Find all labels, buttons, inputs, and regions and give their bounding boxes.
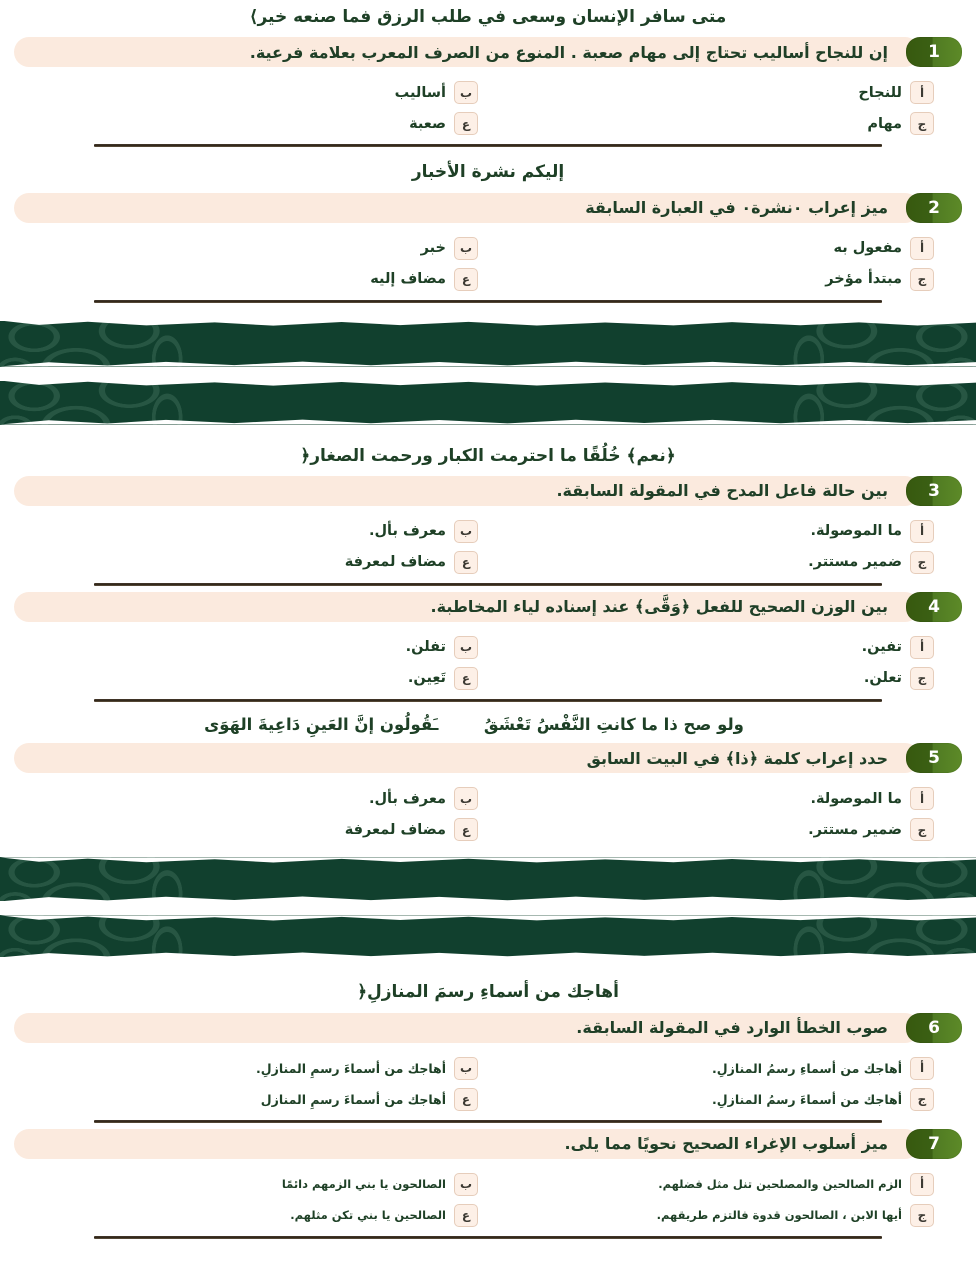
band-edge-top xyxy=(0,857,976,864)
band-gap-2 xyxy=(0,901,976,915)
option-key-d: ع xyxy=(454,1204,478,1227)
option-label-b: معرف بأل. xyxy=(368,523,446,540)
option-key-a: أ xyxy=(910,636,934,659)
option-6-b[interactable] xyxy=(22,1053,488,1084)
option-label-b: معرف بأل. xyxy=(368,790,446,807)
option-4-c[interactable] xyxy=(488,663,954,694)
option-3-c[interactable] xyxy=(488,547,954,578)
option-2-a[interactable] xyxy=(488,233,954,264)
option-key-c: ج xyxy=(910,551,934,574)
option-label-a: للنجاح xyxy=(858,84,902,101)
question-3-number: 3 xyxy=(906,476,962,506)
question-1-pill xyxy=(14,37,920,67)
question-4-options xyxy=(14,626,962,696)
option-label-a: ما الموصولة. xyxy=(810,523,902,540)
question-7-pill xyxy=(14,1129,920,1159)
question-1-text: إن للنجاح أساليب تحتاج إلى مهام صعبة . المنوع من الصرف المعرب بعلامة فرعية. xyxy=(249,42,888,62)
question-1-number: 1 xyxy=(906,37,962,67)
option-4-a[interactable] xyxy=(488,632,954,663)
question-2-text: ميز إعراب ٠نشرة٠ في العبارة السابقة xyxy=(585,198,888,217)
band-edge-top xyxy=(0,321,976,328)
question-7-divider xyxy=(94,1236,882,1239)
question-2-options xyxy=(14,227,962,297)
band-green-3 xyxy=(0,857,976,901)
decorative-band-2 xyxy=(0,857,976,957)
question-6-bar xyxy=(14,1013,962,1043)
option-5-a[interactable] xyxy=(488,783,954,814)
section-5-heading: أهاجك من أسماءِ رسمَ المنازلِ﴿ xyxy=(357,982,619,1003)
option-key-c: ج xyxy=(910,1204,934,1227)
question-6-pill xyxy=(14,1013,920,1043)
band-edge-top xyxy=(0,915,976,922)
option-label-d: تَعِين. xyxy=(407,670,446,687)
option-7-b[interactable] xyxy=(22,1169,488,1200)
option-label-a: أهاجك من أسماءِ رسمُ المنازلِ. xyxy=(712,1060,902,1076)
option-key-b: ب xyxy=(454,1173,478,1196)
band-edge-bottom xyxy=(0,950,976,957)
option-3-d[interactable] xyxy=(22,547,488,578)
question-2-pill xyxy=(14,193,920,223)
option-label-d: مضاف لمعرفة xyxy=(344,821,446,838)
option-label-d: مضاف لمعرفة xyxy=(344,554,446,571)
option-key-a: أ xyxy=(910,520,934,543)
option-label-c: أيها الابن ، الصالحون قدوة فالتزم طريقهم. xyxy=(656,1208,902,1223)
poem-hemistich-left: ولو صح ذا ما كانتِ النَّفْسُ تَعْشَقُ xyxy=(483,714,744,734)
option-5-d[interactable] xyxy=(22,814,488,845)
option-label-d: الصالحين يا بني تكن مثلهم. xyxy=(290,1208,446,1223)
question-4-text: بين الوزن الصحيح للفعل ﴿وَقَّى﴾ عند إسناده لياء المخاطبة. xyxy=(430,597,888,617)
option-1-d[interactable] xyxy=(22,108,488,139)
decorative-band-1 xyxy=(0,321,976,425)
question-2-bar xyxy=(14,193,962,223)
question-3 xyxy=(0,476,976,586)
option-6-d[interactable] xyxy=(22,1084,488,1115)
option-3-b[interactable] xyxy=(22,516,488,547)
question-1 xyxy=(0,37,976,147)
band-green-2 xyxy=(0,381,976,425)
option-label-c: ضمير مستتر. xyxy=(808,821,902,838)
option-label-b: أهاجك من أسماءَ رسمِ المنازلِ. xyxy=(256,1060,446,1076)
option-key-c: ج xyxy=(910,667,934,690)
option-label-b: تفلن. xyxy=(405,639,446,656)
option-2-c[interactable] xyxy=(488,264,954,295)
question-6 xyxy=(0,1013,976,1123)
question-4-pill xyxy=(14,592,920,622)
option-4-b[interactable] xyxy=(22,632,488,663)
option-1-b[interactable] xyxy=(22,77,488,108)
option-7-d[interactable] xyxy=(22,1200,488,1231)
band-green-1 xyxy=(0,321,976,367)
band-edge-bottom xyxy=(0,418,976,425)
option-key-a: أ xyxy=(910,1173,934,1196)
question-5-pill xyxy=(14,743,920,773)
question-7-number: 7 xyxy=(906,1129,962,1159)
section-4-heading-poem xyxy=(0,706,976,744)
question-4-number: 4 xyxy=(906,592,962,622)
option-2-b[interactable] xyxy=(22,233,488,264)
section-1-heading: متى سافر الإنسان وسعى في طلب الرزق فما صنعه خير⟩ xyxy=(249,7,727,27)
band-green-4 xyxy=(0,915,976,957)
option-7-c[interactable] xyxy=(488,1200,954,1231)
option-6-c[interactable] xyxy=(488,1084,954,1115)
question-7-text: ميز أسلوب الإغراء الصحيح نحويًا مما يلى. xyxy=(564,1134,888,1154)
option-label-d: أهاجك من أسماءَ رسمِ المنازل xyxy=(260,1091,446,1107)
question-7 xyxy=(0,1129,976,1239)
question-3-bar xyxy=(14,476,962,506)
option-3-a[interactable] xyxy=(488,516,954,547)
option-key-a: أ xyxy=(910,787,934,810)
option-4-d[interactable] xyxy=(22,663,488,694)
question-5 xyxy=(0,743,976,847)
option-key-a: أ xyxy=(910,81,934,104)
question-3-pill xyxy=(14,476,920,506)
option-key-c: ج xyxy=(910,268,934,291)
option-key-c: ج xyxy=(910,112,934,135)
question-3-text: بين حالة فاعل المدح في المقولة السابقة. xyxy=(556,481,888,501)
option-label-b: أساليب xyxy=(394,84,446,101)
option-key-b: ب xyxy=(454,636,478,659)
option-key-a: أ xyxy=(910,237,934,260)
band-edge-bottom xyxy=(0,894,976,901)
question-5-text: حدد إعراب كلمة ﴿ذا﴾ في البيت السابق xyxy=(586,748,888,768)
option-label-a: تفين. xyxy=(861,639,902,656)
section-5 xyxy=(0,975,976,1238)
option-key-b: ب xyxy=(454,1057,478,1080)
question-3-options xyxy=(14,510,962,580)
option-key-b: ب xyxy=(454,787,478,810)
question-2-number: 2 xyxy=(906,193,962,223)
question-2 xyxy=(0,193,976,303)
option-5-b[interactable] xyxy=(22,783,488,814)
question-4-bar xyxy=(14,592,962,622)
option-key-b: ب xyxy=(454,237,478,260)
band-edge-top xyxy=(0,381,976,388)
option-key-c: ج xyxy=(910,818,934,841)
option-label-a: مفعول به xyxy=(833,240,902,256)
option-key-d: ع xyxy=(454,818,478,841)
option-key-d: ع xyxy=(454,551,478,574)
question-1-bar xyxy=(14,37,962,67)
option-key-b: ب xyxy=(454,520,478,543)
option-label-b: خبر xyxy=(420,240,446,256)
option-label-d: مضاف إليه xyxy=(370,271,446,287)
option-label-c: ضمير مستتر. xyxy=(808,554,902,571)
section-2-heading: إليكم نشرة الأخبار xyxy=(411,162,565,183)
option-5-c[interactable] xyxy=(488,814,954,845)
section-3 xyxy=(0,439,976,702)
option-label-c: تعلن. xyxy=(863,670,902,687)
option-key-b: ب xyxy=(454,81,478,104)
question-6-number: 6 xyxy=(906,1013,962,1043)
option-key-d: ع xyxy=(454,112,478,135)
band-gap-1 xyxy=(0,367,976,381)
section-4 xyxy=(0,706,976,848)
option-key-d: ع xyxy=(454,667,478,690)
option-7-a[interactable] xyxy=(488,1169,954,1200)
question-5-number: 5 xyxy=(906,743,962,773)
option-1-a[interactable] xyxy=(488,77,954,108)
section-2 xyxy=(0,155,976,302)
option-label-c: مهام xyxy=(867,115,902,132)
option-key-c: ج xyxy=(910,1088,934,1111)
question-1-options xyxy=(14,71,962,141)
option-label-a: الزم الصالحين والمصلحين تنل مثل فضلهم. xyxy=(658,1177,902,1192)
section-1 xyxy=(0,0,976,147)
option-label-b: الصالحون يا بني الزمهم دائمًا xyxy=(281,1177,446,1192)
option-key-a: أ xyxy=(910,1057,934,1080)
question-6-text: صوب الخطأ الوارد في المقولة السابقة. xyxy=(576,1018,888,1038)
question-7-options xyxy=(14,1163,962,1233)
option-2-d[interactable] xyxy=(22,264,488,295)
option-label-c: مبتدأ مؤخر xyxy=(825,271,902,287)
section-3-heading: ﴿نعم﴾ خُلُقًا ما احترمت الكبار ورحمت الصغار﴿ xyxy=(300,445,676,466)
option-key-d: ع xyxy=(454,268,478,291)
poem-hemistich-right: ـَقُولُون إنَّ العَينِ دَاعِيةَ الهَوَى xyxy=(204,714,439,734)
option-label-c: أهاجك من أسماءَ رسمُ المنازلِ. xyxy=(712,1091,902,1107)
band-edge-bottom xyxy=(0,360,976,367)
option-1-c[interactable] xyxy=(488,108,954,139)
option-key-d: ع xyxy=(454,1088,478,1111)
option-label-d: صعبة xyxy=(409,115,446,132)
option-6-a[interactable] xyxy=(488,1053,954,1084)
question-6-options xyxy=(14,1047,962,1117)
question-4 xyxy=(0,592,976,702)
question-7-bar xyxy=(14,1129,962,1159)
question-5-options xyxy=(14,777,962,847)
option-label-a: ما الموصولة. xyxy=(810,790,902,807)
question-5-bar xyxy=(14,743,962,773)
